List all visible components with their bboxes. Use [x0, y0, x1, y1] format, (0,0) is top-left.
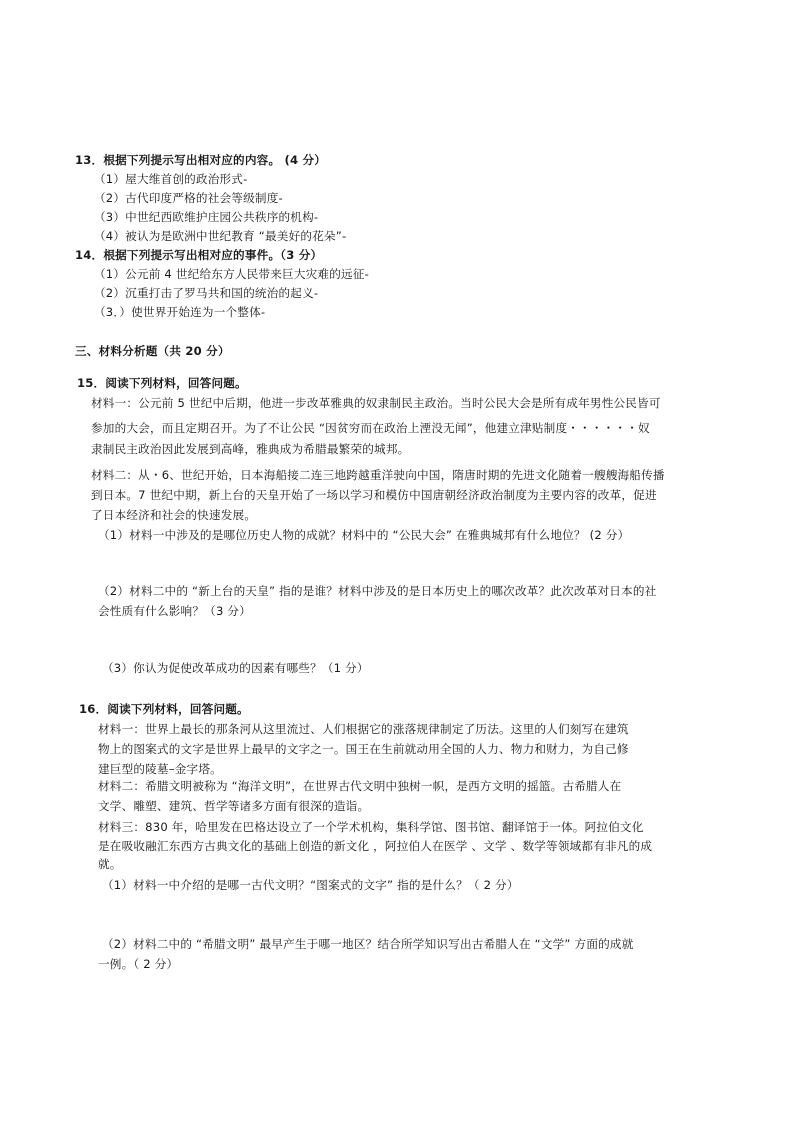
section-3-heading: 三、材料分析题（共 20 分）	[75, 344, 230, 358]
q16-material2-line-2: 文学、雕塑、建筑、哲学等诸多方面有很深的造诣。	[98, 799, 370, 813]
q15-material1-line-1: 材料一：公元前 5 世纪中后期，他进一步改革雅典的奴隶制民主政治。当时公民大会是所有成年男性公民皆可	[91, 396, 661, 410]
q16-material1-line-3: 建巨型的陵墓–金字塔。	[98, 762, 222, 776]
q14-title: 14．根据下列提示写出相对应的事件。（3 分）	[75, 248, 323, 262]
q14-item-1: （1）公元前 4 世纪给东方人民带来巨大灾难的远征-	[94, 267, 369, 281]
q15-material2-line-1: 材料二：从・6、世纪开始，日本海船接二连三地跨越重洋驶向中国，隋唐时期的先进文化随着一艘艘海船传播	[91, 468, 665, 482]
q15-question-2-line-2: 会性质有什么影响？（3 分）	[98, 604, 251, 618]
q16-material1-line-2: 物上的图案式的文字是世界上最早的文字之一。国王在生前就动用全国的人力、物力和财力，为自己修	[98, 742, 629, 756]
q15-material2-line-3: 了日本经济和社会的快速发展。	[91, 508, 257, 522]
q16-question-1: （1）材料一中介绍的是哪一古代文明？“图案式的文字” 指的是什么？（ 2 分）	[102, 878, 519, 892]
q13-item-2: （2）古代印度严格的社会等级制度-	[94, 191, 283, 205]
q13-item-4: （4）被认为是欧洲中世纪教育 “最美好的花朵”-	[94, 229, 347, 243]
q15-material1-line-3: 隶制民主政治因此发展到高峰，雅典成为希腊最繁荣的城邦。	[91, 442, 410, 456]
q14-item-2: （2）沉重打击了罗马共和国的统治的起义-	[94, 286, 319, 300]
q13-title: 13．根据下列提示写出相对应的内容。 (4 分）	[75, 153, 327, 167]
q16-material2-line-1: 材料二：希腊文明被称为 “海洋文明”，在世界古代文明中独树一帜，是西方文明的摇篮。古希腊人在	[98, 779, 622, 793]
q15-title: 15．阅读下列材料，回答问题。	[77, 376, 247, 390]
q16-title: 16．阅读下列材料，回答问题。	[79, 702, 249, 716]
q16-material3-line-2: 是在吸收融汇东西方古典文化的基础上创造的新文化 ，阿拉伯人在医学 、文学 、数学等领域都有非凡的成	[98, 839, 653, 853]
q16-question-2-line-1: （2）材料二中的 “希腊文明” 最早产生于哪一地区？结合所学知识写出古希腊人在 “文学” 方面的成就	[102, 937, 634, 951]
q16-material3-line-1: 材料三：830 年，哈里发在巴格达设立了一个学术机构，集科学馆、图书馆、翻译馆于一体。阿拉伯文化	[98, 820, 644, 834]
q15-question-1: （1）材料一中涉及的是哪位历史人物的成就？材料中的 “公民大会” 在雅典城邦有什么地位？ (2 分）	[98, 528, 630, 542]
q16-material3-line-3: 就。	[98, 857, 122, 871]
q16-material1-line-1: 材料一：世界上最长的那条河从这里流过、人们根据它的涨落规律制定了历法。这里的人们刻写在建筑	[98, 722, 629, 736]
q15-material2-line-2: 到日本。7 世纪中期，新上台的天皇开始了一场以学习和模仿中国唐朝经济政治制度为主要内容的改革，促进	[91, 488, 657, 502]
q15-material1-line-2: 参加的大会，而且定期召开。为了不让公民 “因贫穷而在政治上湮没无闻”，他建立津贴制度・・・・・・奴	[91, 421, 650, 435]
q15-question-2-line-1: （2）材料二中的 “新上台的天皇” 指的是谁？材料中涉及的是日本历史上的哪次改革？此次改革对日本的社	[98, 584, 657, 598]
q13-item-3: （3）中世纪西欧维护庄园公共秩序的机构-	[94, 210, 319, 224]
q16-question-2-line-2: 一例。（ 2 分）	[98, 957, 179, 971]
q13-item-1: （1）屋大维首创的政治形式-	[94, 172, 248, 186]
q14-item-3: （3．）使世界开始连为一个整体-	[94, 305, 266, 319]
q15-question-3: （3）你认为促使改革成功的因素有哪些？（1 分）	[102, 661, 369, 675]
